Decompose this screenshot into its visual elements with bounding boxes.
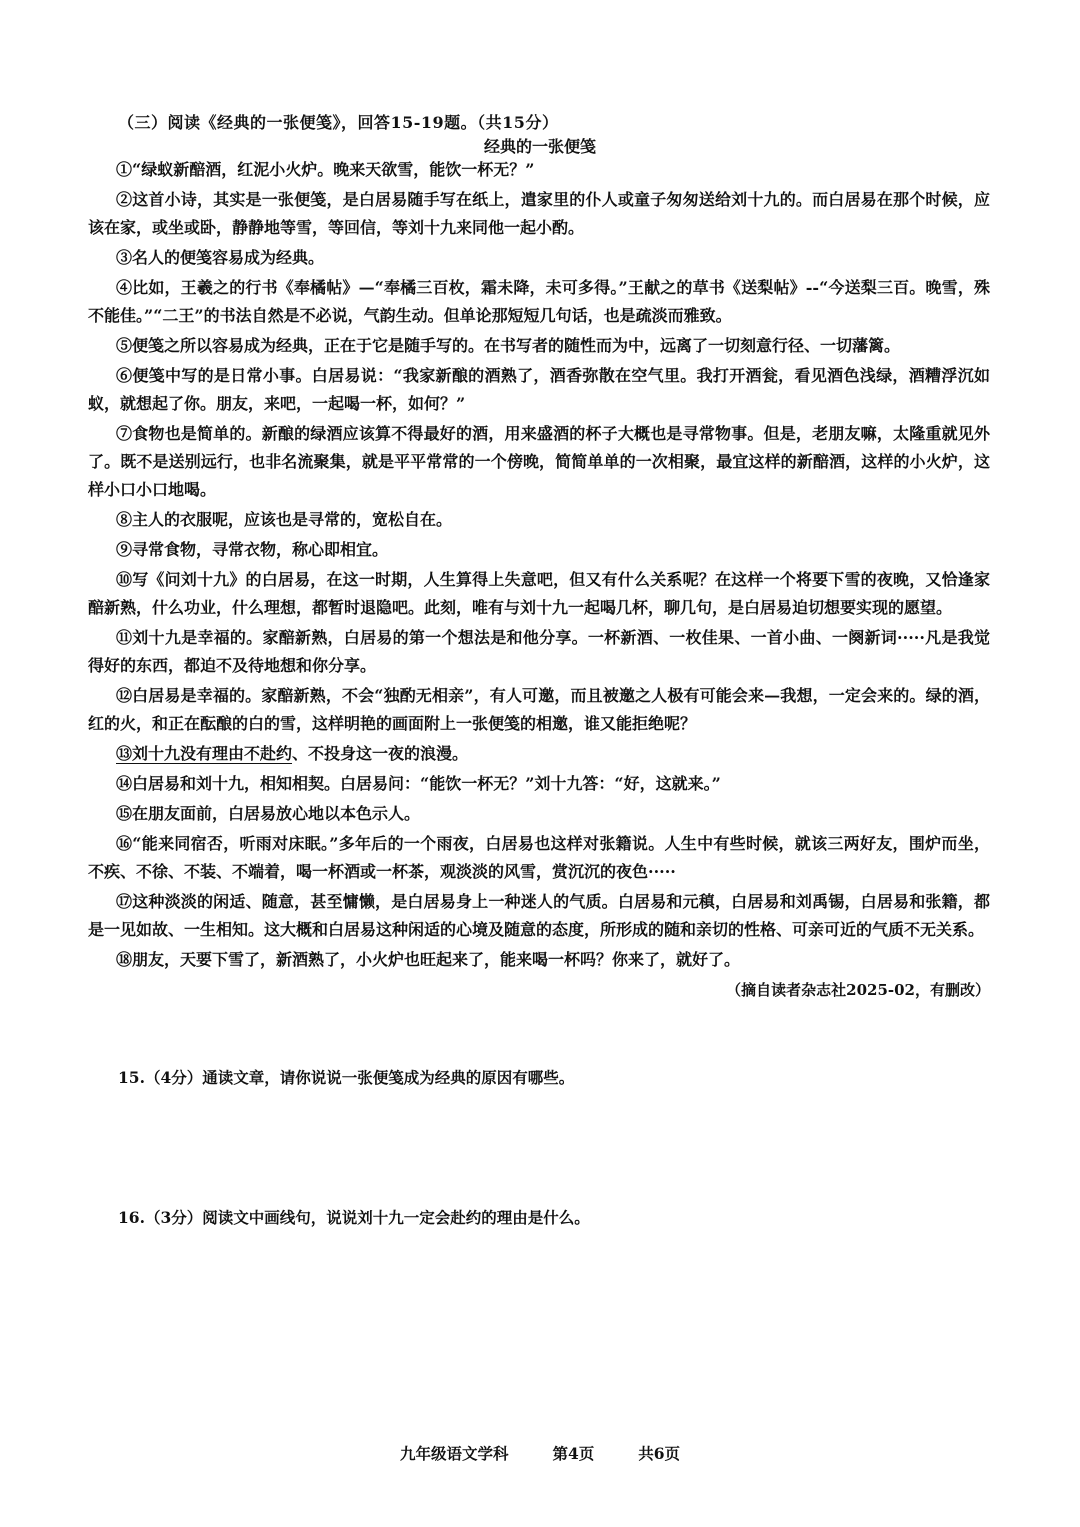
paragraph-17: ⑰这种淡淡的闲适、随意，甚至慵懒，是白居易身上一种迷人的气质。白居易和元稹，白居易和刘禹锡，白居易和张籍，都是一见如故、一生相知。这大概和白居易这种闲适的心境及随意的态度，所形成的随和亲切的性格、可亲可近的气质不无关系。 <box>88 892 990 939</box>
question-15: 15.（4分）通读文章，请你说说一张便笺成为经典的原因有哪些。 <box>118 1068 575 1087</box>
section-heading: （三）阅读《经典的一张便笺》，回答15-19题。（共15分） <box>118 113 559 132</box>
paragraph-18: ⑱朋友，天要下雪了，新酒熟了，小火炉也旺起来了，能来喝一杯吗？你来了，就好了。 <box>116 950 741 969</box>
paragraph-8: ⑧主人的衣服呢，应该也是寻常的，宽松自在。 <box>116 510 453 529</box>
paragraph-16: ⑯“能来同宿否，听雨对床眠。”多年后的一个雨夜，白居易也这样对张籍说。人生中有些时候，就该三两好友，围炉而坐，不疾、不徐、不装、不端着，喝一杯酒或一杯茶，观淡淡的风雪，赏沉沉的夜色····· <box>88 834 990 881</box>
question-16: 16.（3分）阅读文中画线句，说说刘十九一定会赴约的理由是什么。 <box>118 1208 590 1227</box>
underlined-sentence: ⑬刘十九没有理由不赴约 <box>116 744 293 763</box>
paragraph-10: ⑩写《问刘十九》的白居易，在这一时期，人生算得上失意吧，但又有什么关系呢？在这样一个将要下雪的夜晚，又恰逢家醅新熟，什么功业，什么理想，都暂时退隐吧。此刻，唯有与刘十九一起喝几杯，聊几句，是白居易迫切想要实现的愿望。 <box>88 570 990 617</box>
footer-subject: 九年级语文学科 <box>399 1444 509 1463</box>
footer-page-number: 第4页 <box>552 1444 595 1463</box>
paragraph-13 <box>88 740 990 768</box>
article-body <box>88 156 990 1004</box>
paragraph-1: ①“绿蚁新醅酒，红泥小火炉。晚来天欲雪，能饮一杯无？” <box>116 160 535 179</box>
article-title: 经典的一张便笺 <box>483 137 596 156</box>
paragraph-11: ⑪刘十九是幸福的。家醅新熟，白居易的第一个想法是和他分享。一杯新酒、一枚佳果、一首小曲、一阕新词·····凡是我觉得好的东西，都迫不及待地想和你分享。 <box>88 628 990 675</box>
paragraph-4: ④比如，王羲之的行书《奉橘帖》—“奉橘三百枚，霜未降，未可多得。”王献之的草书《送梨帖》--“今送梨三百。晚雪，殊不能佳。”“二王”的书法自然是不必说，气韵生动。但单论那短短几句话，也是疏淡而雅致。 <box>88 278 990 325</box>
paragraph-3: ③名人的便笺容易成为经典。 <box>116 248 325 267</box>
footer-total-pages: 共6页 <box>638 1444 681 1463</box>
source-citation: （摘自读者杂志社2025-02，有删改） <box>726 981 990 999</box>
paragraph-6: ⑥便笺中写的是日常小事。白居易说：“我家新酿的酒熟了，酒香弥散在空气里。我打开酒瓮，看见酒色浅绿，酒糟浮沉如蚁，就想起了你。朋友，来吧，一起喝一杯，如何？” <box>88 366 990 413</box>
paragraph-15: ⑮在朋友面前，白居易放心地以本色示人。 <box>116 804 421 823</box>
paragraph-9: ⑨寻常食物，寻常衣物，称心即相宜。 <box>116 540 389 559</box>
paragraph-7: ⑦食物也是简单的。新酿的绿酒应该算不得最好的酒，用来盛酒的杯子大概也是寻常物事。但是，老朋友嘛，太隆重就见外了。既不是送别远行，也非名流聚集，就是平平常常的一个傍晚，简简单单的一次相聚，最宜这样的新醅酒，这样的小火炉，这样小口小口地喝。 <box>88 424 990 499</box>
answer-area-15[interactable] <box>118 1094 988 1194</box>
paragraph-12: ⑫白居易是幸福的。家醅新熟，不会“独酌无相亲”，有人可邀，而且被邀之人极有可能会来—我想，一定会来的。绿的酒，红的火，和正在酝酿的白的雪，这样明艳的画面附上一张便笺的相邀，谁又能拒绝呢？ <box>88 686 990 733</box>
paragraph-13-rest: 、不投身这一夜的浪漫。 <box>292 744 469 763</box>
answer-area-16[interactable] <box>118 1234 988 1414</box>
paragraph-2: ②这首小诗，其实是一张便笺，是白居易随手写在纸上，遣家里的仆人或童子匆匆送给刘十九的。而白居易在那个时候，应该在家，或坐或卧，静静地等雪，等回信，等刘十九来同他一起小酌。 <box>88 190 990 237</box>
paragraph-14: ⑭白居易和刘十九，相知相契。白居易问：“能饮一杯无？”刘十九答：“好，这就来。” <box>116 774 721 793</box>
paragraph-5: ⑤便笺之所以容易成为经典，正在于它是随手写的。在书写者的随性而为中，远离了一切刻意行径、一切藩篱。 <box>116 336 901 355</box>
page-footer <box>0 1442 1080 1464</box>
